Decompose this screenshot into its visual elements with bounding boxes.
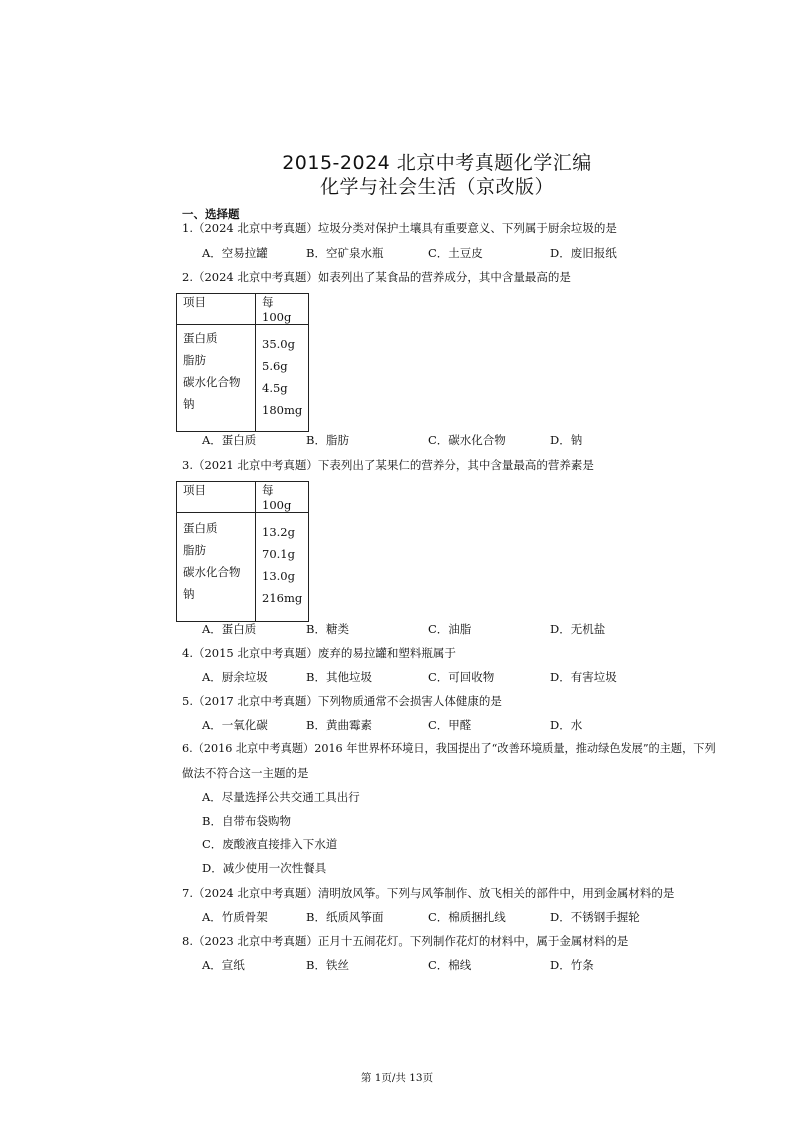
question-4-stem: 4.（2015 北京中考真题）废弃的易拉罐和塑料瓶属于 [182, 646, 456, 660]
q8-option-b: B．铁丝 [306, 958, 349, 972]
nutrient-name: 钠 [183, 397, 195, 411]
nutrient-value: 180mg [262, 403, 303, 417]
nutrient-name: 碳水化合物 [183, 565, 241, 579]
question-3-stem: 3.（2021 北京中考真题）下表列出了某果仁的营养分，其中含量最高的营养素是 [182, 458, 594, 472]
question-1-stem: 1.（2024 北京中考真题）垃圾分类对保护土壤具有重要意义、下列属于厨余垃圾的是 [182, 221, 617, 235]
q2-option-a: A．蛋白质 [202, 433, 257, 447]
q1-option-b: B．空矿泉水瓶 [306, 246, 384, 260]
document-title-line2: 化学与社会生活（京改版） [319, 176, 554, 198]
table-nutrient-names [177, 513, 256, 622]
question-5-stem: 5.（2017 北京中考真题）下列物质通常不会损害人体健康的是 [182, 694, 502, 708]
q8-option-a: A．宣纸 [202, 958, 245, 972]
q1-option-c: C．土豆皮 [428, 246, 483, 260]
nutrient-name: 蛋白质 [183, 331, 218, 345]
question-1-options [202, 245, 762, 261]
table-nutrient-values [256, 513, 309, 622]
nutrient-value: 70.1g [262, 547, 295, 561]
question-5-options [202, 717, 762, 733]
q6-option-a: A．尽量选择公共交通工具出行 [202, 790, 360, 804]
q2-option-d: D．钠 [550, 433, 583, 447]
question-2-stem: 2.（2024 北京中考真题）如表列出了某食品的营养成分，其中含量最高的是 [182, 270, 571, 284]
question-8-options [202, 957, 762, 973]
q7-option-b: B．纸质风筝面 [306, 910, 384, 924]
question-8-stem: 8.（2023 北京中考真题）正月十五闹花灯。下列制作花灯的材料中，属于金属材料的是 [182, 934, 629, 948]
q7-option-a: A．竹质骨架 [202, 910, 268, 924]
nutrient-name: 脂肪 [183, 543, 206, 557]
table-nutrient-values [256, 325, 309, 432]
section-title: 一、选择题 [182, 207, 240, 221]
q3-option-c: C．油脂 [428, 622, 472, 636]
q6-option-d: D．减少使用一次性餐具 [202, 861, 327, 875]
question-7-stem: 7.（2024 北京中考真题）清明放风筝。下列与风筝制作、放飞相关的部件中，用到金属材料的是 [182, 886, 675, 900]
q8-option-d: D．竹条 [550, 958, 594, 972]
nutrient-name: 碳水化合物 [183, 375, 241, 389]
nutrient-value: 216mg [262, 591, 303, 605]
q2-option-b: B．脂肪 [306, 433, 349, 447]
table-nutrient-names [177, 325, 256, 432]
q5-option-d: D．水 [550, 718, 583, 732]
nutrient-value: 13.0g [262, 569, 295, 583]
q7-option-d: D．不锈钢手握轮 [550, 910, 640, 924]
table-header-item: 项目 [177, 482, 256, 513]
q5-option-a: A．一氧化碳 [202, 718, 268, 732]
table-header-item: 项目 [177, 294, 256, 325]
q8-option-c: C．棉线 [428, 958, 472, 972]
q5-option-c: C．甲醛 [428, 718, 472, 732]
q7-option-c: C．棉质捆扎线 [428, 910, 506, 924]
question-6-stem: 6.（2016 北京中考真题）2016 年世界杯环境日，我国提出了“改善环境质量，推动绿色发展”的主题，下列 [182, 742, 716, 755]
nutrient-name: 钠 [183, 587, 195, 601]
q3-option-b: B．糖类 [306, 622, 349, 636]
question-7-options [202, 909, 762, 925]
q4-option-d: D．有害垃圾 [550, 670, 617, 684]
q6-option-c: C．废酸液直接排入下水道 [202, 837, 338, 851]
question-3-table [176, 481, 309, 622]
q2-option-c: C．碳水化合物 [428, 433, 506, 447]
question-3-options [202, 621, 762, 637]
q3-option-a: A．蛋白质 [202, 622, 257, 636]
nutrient-value: 4.5g [262, 381, 288, 395]
q1-option-d: D．废旧报纸 [550, 246, 617, 260]
nutrient-value: 13.2g [262, 525, 295, 539]
table-header-per100g: 每 100g [256, 482, 309, 513]
nutrient-value: 5.6g [262, 359, 288, 373]
table-header-per100g: 每 100g [256, 294, 309, 325]
question-4-options [202, 669, 762, 685]
question-2-options [202, 432, 762, 448]
nutrient-name: 脂肪 [183, 353, 206, 367]
q4-option-a: A．厨余垃圾 [202, 670, 268, 684]
nutrient-value: 35.0g [262, 337, 295, 351]
question-6-stem-continued: 做法不符合这一主题的是 [182, 766, 309, 780]
q3-option-d: D．无机盐 [550, 622, 606, 636]
q4-option-c: C．可回收物 [428, 670, 495, 684]
nutrient-name: 蛋白质 [183, 521, 218, 535]
document-title-line1: 2015-2024 北京中考真题化学汇编 [282, 152, 592, 174]
q4-option-b: B．其他垃圾 [306, 670, 372, 684]
q5-option-b: B．黄曲霉素 [306, 718, 372, 732]
question-2-table [176, 293, 309, 432]
q1-option-a: A．空易拉罐 [202, 246, 268, 260]
page-footer: 第 1页/共 13页 [360, 1072, 434, 1084]
q6-option-b: B．自带布袋购物 [202, 814, 291, 828]
